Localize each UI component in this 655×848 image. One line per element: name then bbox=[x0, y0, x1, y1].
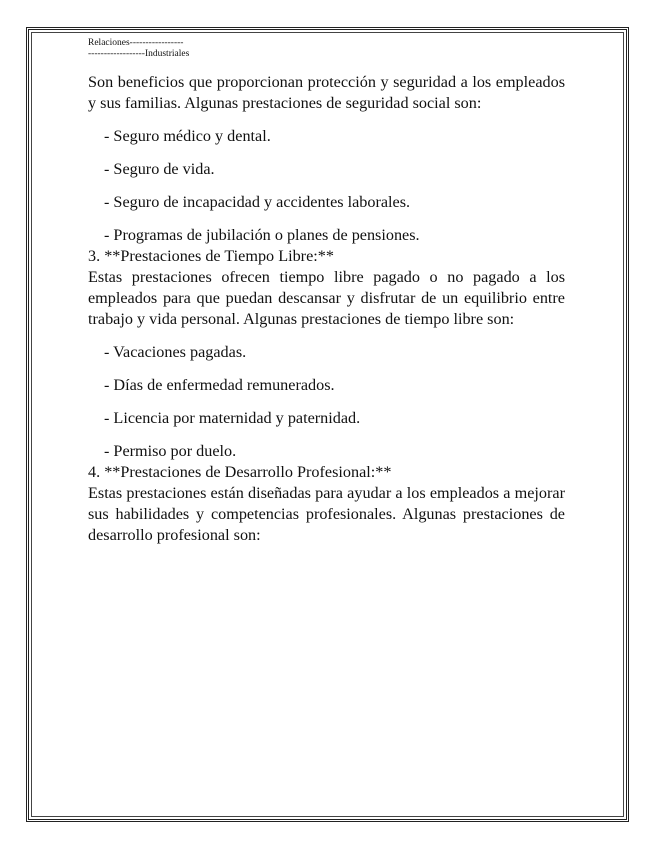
section-heading-leisure: 3. **Prestaciones de Tiempo Libre:** bbox=[88, 247, 334, 265]
header-line-2: ------------------Industriales bbox=[88, 49, 190, 59]
list-item: - Licencia por maternidad y paternidad. bbox=[104, 409, 361, 427]
list-item: - Seguro de vida. bbox=[104, 160, 215, 178]
list-item: - Vacaciones pagadas. bbox=[104, 343, 247, 361]
leisure-list bbox=[88, 342, 565, 462]
leisure-paragraph: Estas prestaciones ofrecen tiempo libre pagado o no pagado a los empleados para que puedan descansar y disfrutar de un equilibrio entre trabajo y vida personal. Algunas prestaciones de tiempo libre son: bbox=[88, 268, 565, 328]
development-paragraph: Estas prestaciones están diseñadas para ayudar a los empleados a mejorar sus habilidades y competencias profesionales. Algunas prestaciones de desarrollo profesional son: bbox=[88, 484, 565, 544]
list-item: - Programas de jubilación o planes de pensiones. bbox=[104, 226, 420, 244]
page-content bbox=[88, 38, 565, 546]
section-heading-development: 4. **Prestaciones de Desarrollo Profesional:** bbox=[88, 463, 392, 481]
social-security-paragraph: Son beneficios que proporcionan protección y seguridad a los empleados y sus familias. Algunas prestaciones de seguridad social son: bbox=[88, 73, 565, 112]
list-item: - Días de enfermedad remunerados. bbox=[104, 376, 335, 394]
list-item: - Seguro de incapacidad y accidentes laborales. bbox=[104, 193, 411, 211]
list-item: - Seguro médico y dental. bbox=[104, 127, 271, 145]
header-line-1: Relaciones----------------- bbox=[88, 38, 184, 48]
list-item: - Permiso por duelo. bbox=[104, 442, 237, 460]
social-security-list bbox=[88, 126, 565, 246]
